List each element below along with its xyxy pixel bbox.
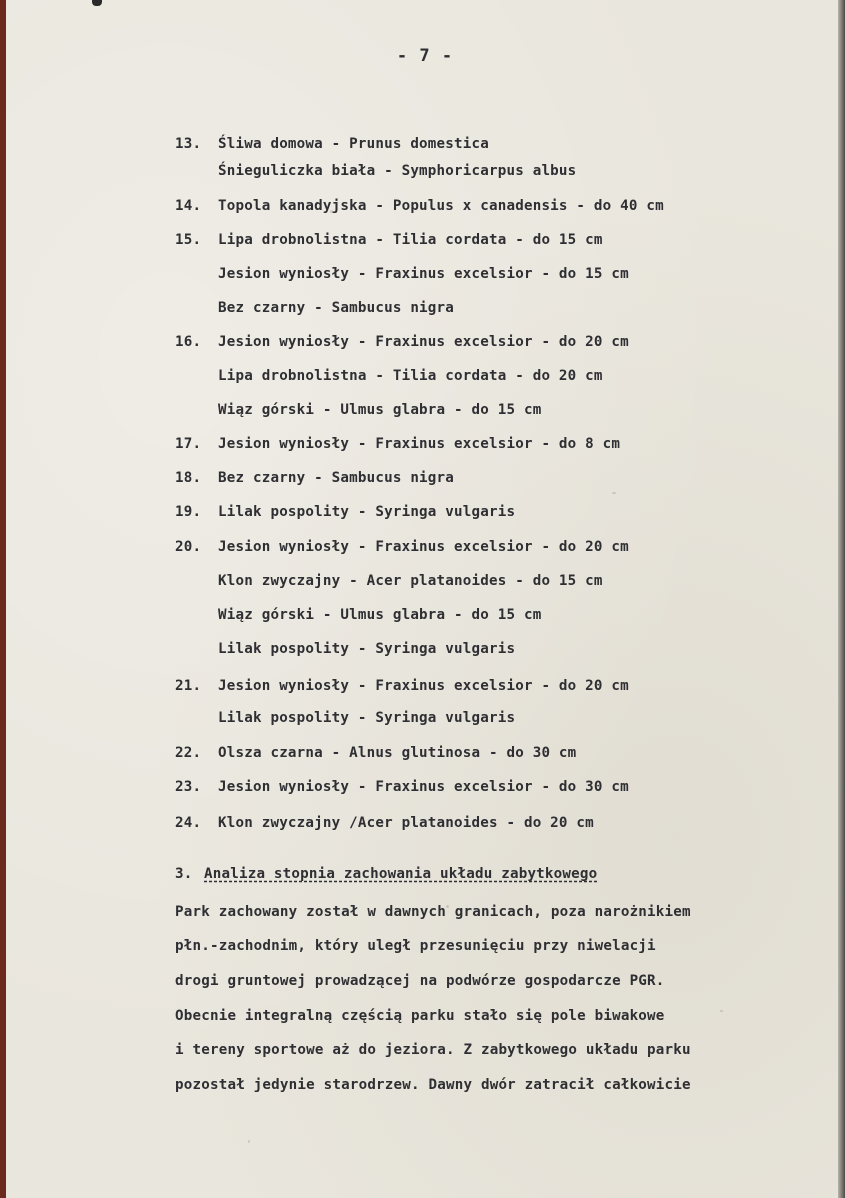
- item-text: Klon zwyczajny /Acer platanoides - do 20 cm: [218, 815, 594, 831]
- paper-fleck: [248, 1140, 250, 1143]
- item-number: 16.: [175, 334, 202, 350]
- item-text: Jesion wyniosły - Fraxinus excelsior - do 20 cm: [218, 539, 629, 555]
- paragraph-line-text: Park zachowany został w dawnych granicach, poza narożnikiem: [175, 904, 691, 920]
- paragraph-line-text: i tereny sportowe aż do jeziora. Z zabytkowego układu parku: [175, 1042, 691, 1058]
- item-text: Bez czarny - Sambucus nigra: [218, 470, 455, 486]
- item-text: Olsza czarna - Alnus glutinosa - do 30 cm: [218, 745, 577, 761]
- paper-fleck: [612, 492, 616, 494]
- item-text: Lilak pospolity - Syringa vulgaris: [218, 641, 516, 657]
- item-text: Lipa drobnolistna - Tilia cordata - do 15 cm: [218, 232, 603, 248]
- item-text: Lipa drobnolistna - Tilia cordata - do 20 cm: [218, 368, 603, 384]
- item-number: 14.: [175, 198, 202, 214]
- paragraph-line-text: płn.-zachodnim, który uległ przesunięciu przy niwelacji: [175, 938, 656, 954]
- item-number: 17.: [175, 436, 202, 452]
- item-text: Wiąz górski - Ulmus glabra - do 15 cm: [218, 607, 542, 623]
- item-text: Jesion wyniosły - Fraxinus excelsior - do 15 cm: [218, 266, 629, 282]
- item-text: Wiąz górski - Ulmus glabra - do 15 cm: [218, 402, 542, 418]
- item-number: 19.: [175, 504, 202, 520]
- item-text: Bez czarny - Sambucus nigra: [218, 300, 455, 316]
- item-text: Śnieguliczka biała - Symphoricarpus albus: [218, 163, 577, 179]
- item-text: Klon zwyczajny - Acer platanoides - do 15 cm: [218, 573, 603, 589]
- item-number: 15.: [175, 232, 202, 248]
- page-edge-left: [0, 0, 6, 1198]
- item-text: Jesion wyniosły - Fraxinus excelsior - do 20 cm: [218, 334, 629, 350]
- page-edge-right: [838, 0, 845, 1198]
- section-number: 3.: [175, 866, 193, 882]
- item-text: Lilak pospolity - Syringa vulgaris: [218, 710, 516, 726]
- item-number: 24.: [175, 815, 202, 831]
- item-number: 18.: [175, 470, 202, 486]
- item-text: Śliwa domowa - Prunus domestica: [218, 136, 489, 152]
- item-number: 13.: [175, 136, 202, 152]
- item-number: 20.: [175, 539, 202, 555]
- paper-fleck: [720, 1010, 723, 1012]
- section-title: Analiza stopnia zachowania układu zabytkowego: [204, 866, 598, 882]
- item-text: Topola kanadyjska - Populus x canadensis - do 40 cm: [218, 198, 664, 214]
- item-text: Lilak pospolity - Syringa vulgaris: [218, 504, 516, 520]
- paragraph-line-text: pozostał jedynie starodrzew. Dawny dwór zatracił całkowicie: [175, 1077, 691, 1093]
- item-text: Jesion wyniosły - Fraxinus excelsior - do 8 cm: [218, 436, 621, 452]
- item-number: 22.: [175, 745, 202, 761]
- paragraph-line-text: Obecnie integralną częścią parku stało się pole biwakowe: [175, 1008, 665, 1024]
- punch-mark: [92, 0, 102, 6]
- item-number: 21.: [175, 678, 202, 694]
- item-number: 23.: [175, 779, 202, 795]
- page-number: - 7 -: [396, 46, 454, 66]
- paragraph-line-text: drogi gruntowej prowadzącej na podwórze gospodarcze PGR.: [175, 973, 665, 989]
- item-text: Jesion wyniosły - Fraxinus excelsior - do 20 cm: [218, 678, 629, 694]
- item-text: Jesion wyniosły - Fraxinus excelsior - do 30 cm: [218, 779, 629, 795]
